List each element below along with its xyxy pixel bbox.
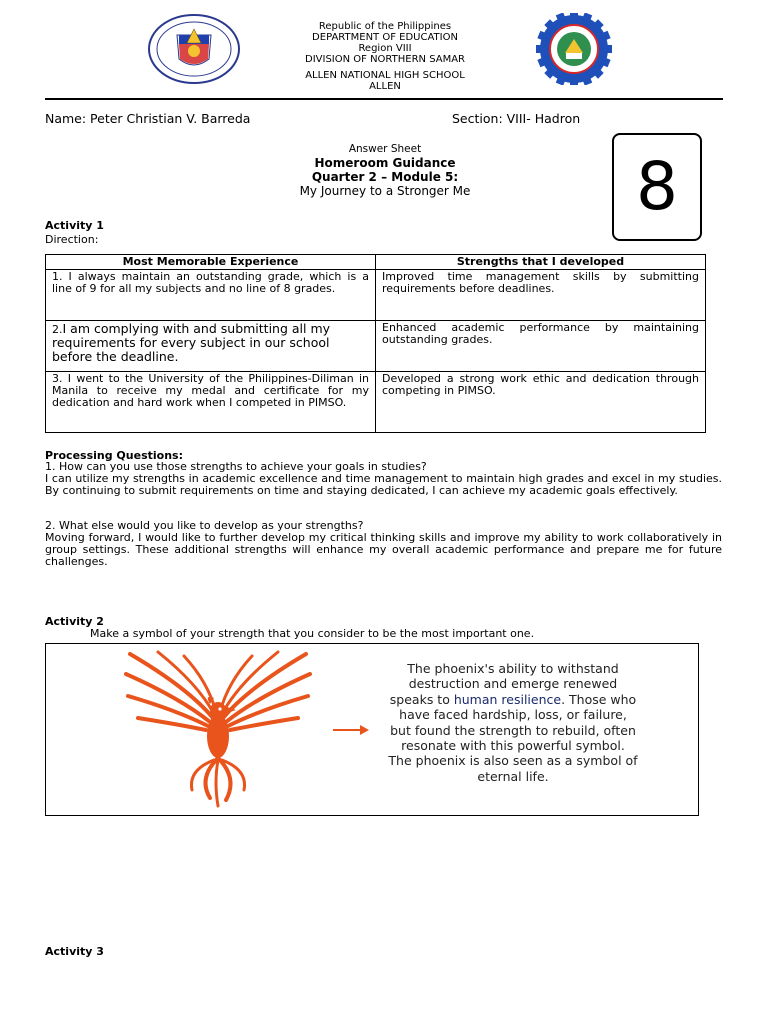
activity2-heading: Activity 2 [45, 615, 104, 628]
table-row [46, 270, 706, 321]
header-line-1: Republic of the Philippines [318, 21, 452, 32]
question-1: 1. How can you use those strengths to achieve your goals in studies? [45, 460, 427, 473]
experience-number: 2. [52, 323, 63, 336]
activity1-heading: Activity 1 [45, 219, 104, 232]
answer-sheet-label: Answer Sheet [348, 143, 422, 155]
activity1-direction: Direction: [45, 233, 99, 246]
experience-cell: 1. I always maintain an outstanding grade, which is a line of 9 for all my subjects and no line of 8 grades. [46, 270, 376, 321]
processing-heading: Processing Questions: [45, 449, 183, 462]
phoenix-description [388, 661, 638, 803]
phoenix-text-end: . Those who have faced hardship, loss, or failure, but found the strength to rebuild, often resonate with this powerful symbol. The phoenix is also seen as a symbol of eternal life. [388, 691, 638, 784]
activity2-instruction: Make a symbol of your strength that you consider to be the most important one. [90, 627, 535, 640]
activity3-heading: Activity 3 [45, 945, 104, 958]
experience-text: I am complying with and submitting all my requirements for every subject in our school before the deadline. [52, 321, 331, 364]
school-seal [528, 13, 620, 85]
answer-2: Moving forward, I would like to further develop my critical thinking skills and improve my ability to work collaboratively in group settings. These additional strengths will enhance my overall academic performance and prepare me for future challenges. [45, 531, 722, 568]
table-header-row [46, 255, 706, 270]
experience-cell [46, 321, 376, 372]
header-divider [45, 98, 723, 100]
title-block [230, 143, 540, 198]
phoenix-text-start: The phoenix's ability to withstand destruction and emerge renewed speaks to [389, 661, 619, 707]
subject-title: Homeroom Guidance [314, 156, 456, 170]
strength-cell: Enhanced academic performance by maintaining outstanding grades. [376, 321, 706, 372]
header-line-3: Region VIII [358, 43, 412, 54]
student-name: Name: Peter Christian V. Barreda [45, 111, 251, 126]
experience-table [45, 254, 706, 433]
table-row [46, 321, 706, 372]
phoenix-icon [118, 648, 318, 810]
arrow-right-icon [332, 721, 370, 733]
column-header: Strengths that I developed [376, 255, 706, 270]
question-2: 2. What else would you like to develop as your strengths? [45, 519, 364, 532]
strength-cell: Developed a strong work ethic and dedication through competing in PIMSO. [376, 372, 706, 433]
header-line-6: ALLEN NATIONAL HIGH SCHOOL [305, 70, 465, 81]
strength-cell: Improved time management skills by submitting requirements before deadlines. [376, 270, 706, 321]
header-line-7: ALLEN [369, 81, 401, 92]
table-row [46, 372, 706, 433]
experience-cell: 3. I went to the University of the Philippines-Diliman in Manila to receive my medal and certificate for my dedication and hard work when I competed in PIMSO. [46, 372, 376, 433]
column-header: Most Memorable Experience [46, 255, 376, 270]
header-line-2: DEPARTMENT OF EDUCATION [312, 32, 458, 43]
school-header [230, 21, 540, 92]
student-section: Section: VIII- Hadron [452, 111, 581, 126]
topic-title: My Journey to a Stronger Me [299, 184, 471, 198]
grade-number-box: 8 [612, 133, 702, 241]
module-title: Quarter 2 – Module 5: [311, 170, 459, 184]
deped-seal-lettering [147, 13, 241, 85]
answer-1: I can utilize my strengths in academic excellence and time management to maintain high grades and excel in my studies. By continuing to submit requirements on time and staying dedicated, I can achieve my academic goals effectively. [45, 472, 722, 497]
header-line-4: DIVISION OF NORTHERN SAMAR [305, 54, 465, 65]
human-resilience-link[interactable]: human resilience [453, 691, 562, 707]
